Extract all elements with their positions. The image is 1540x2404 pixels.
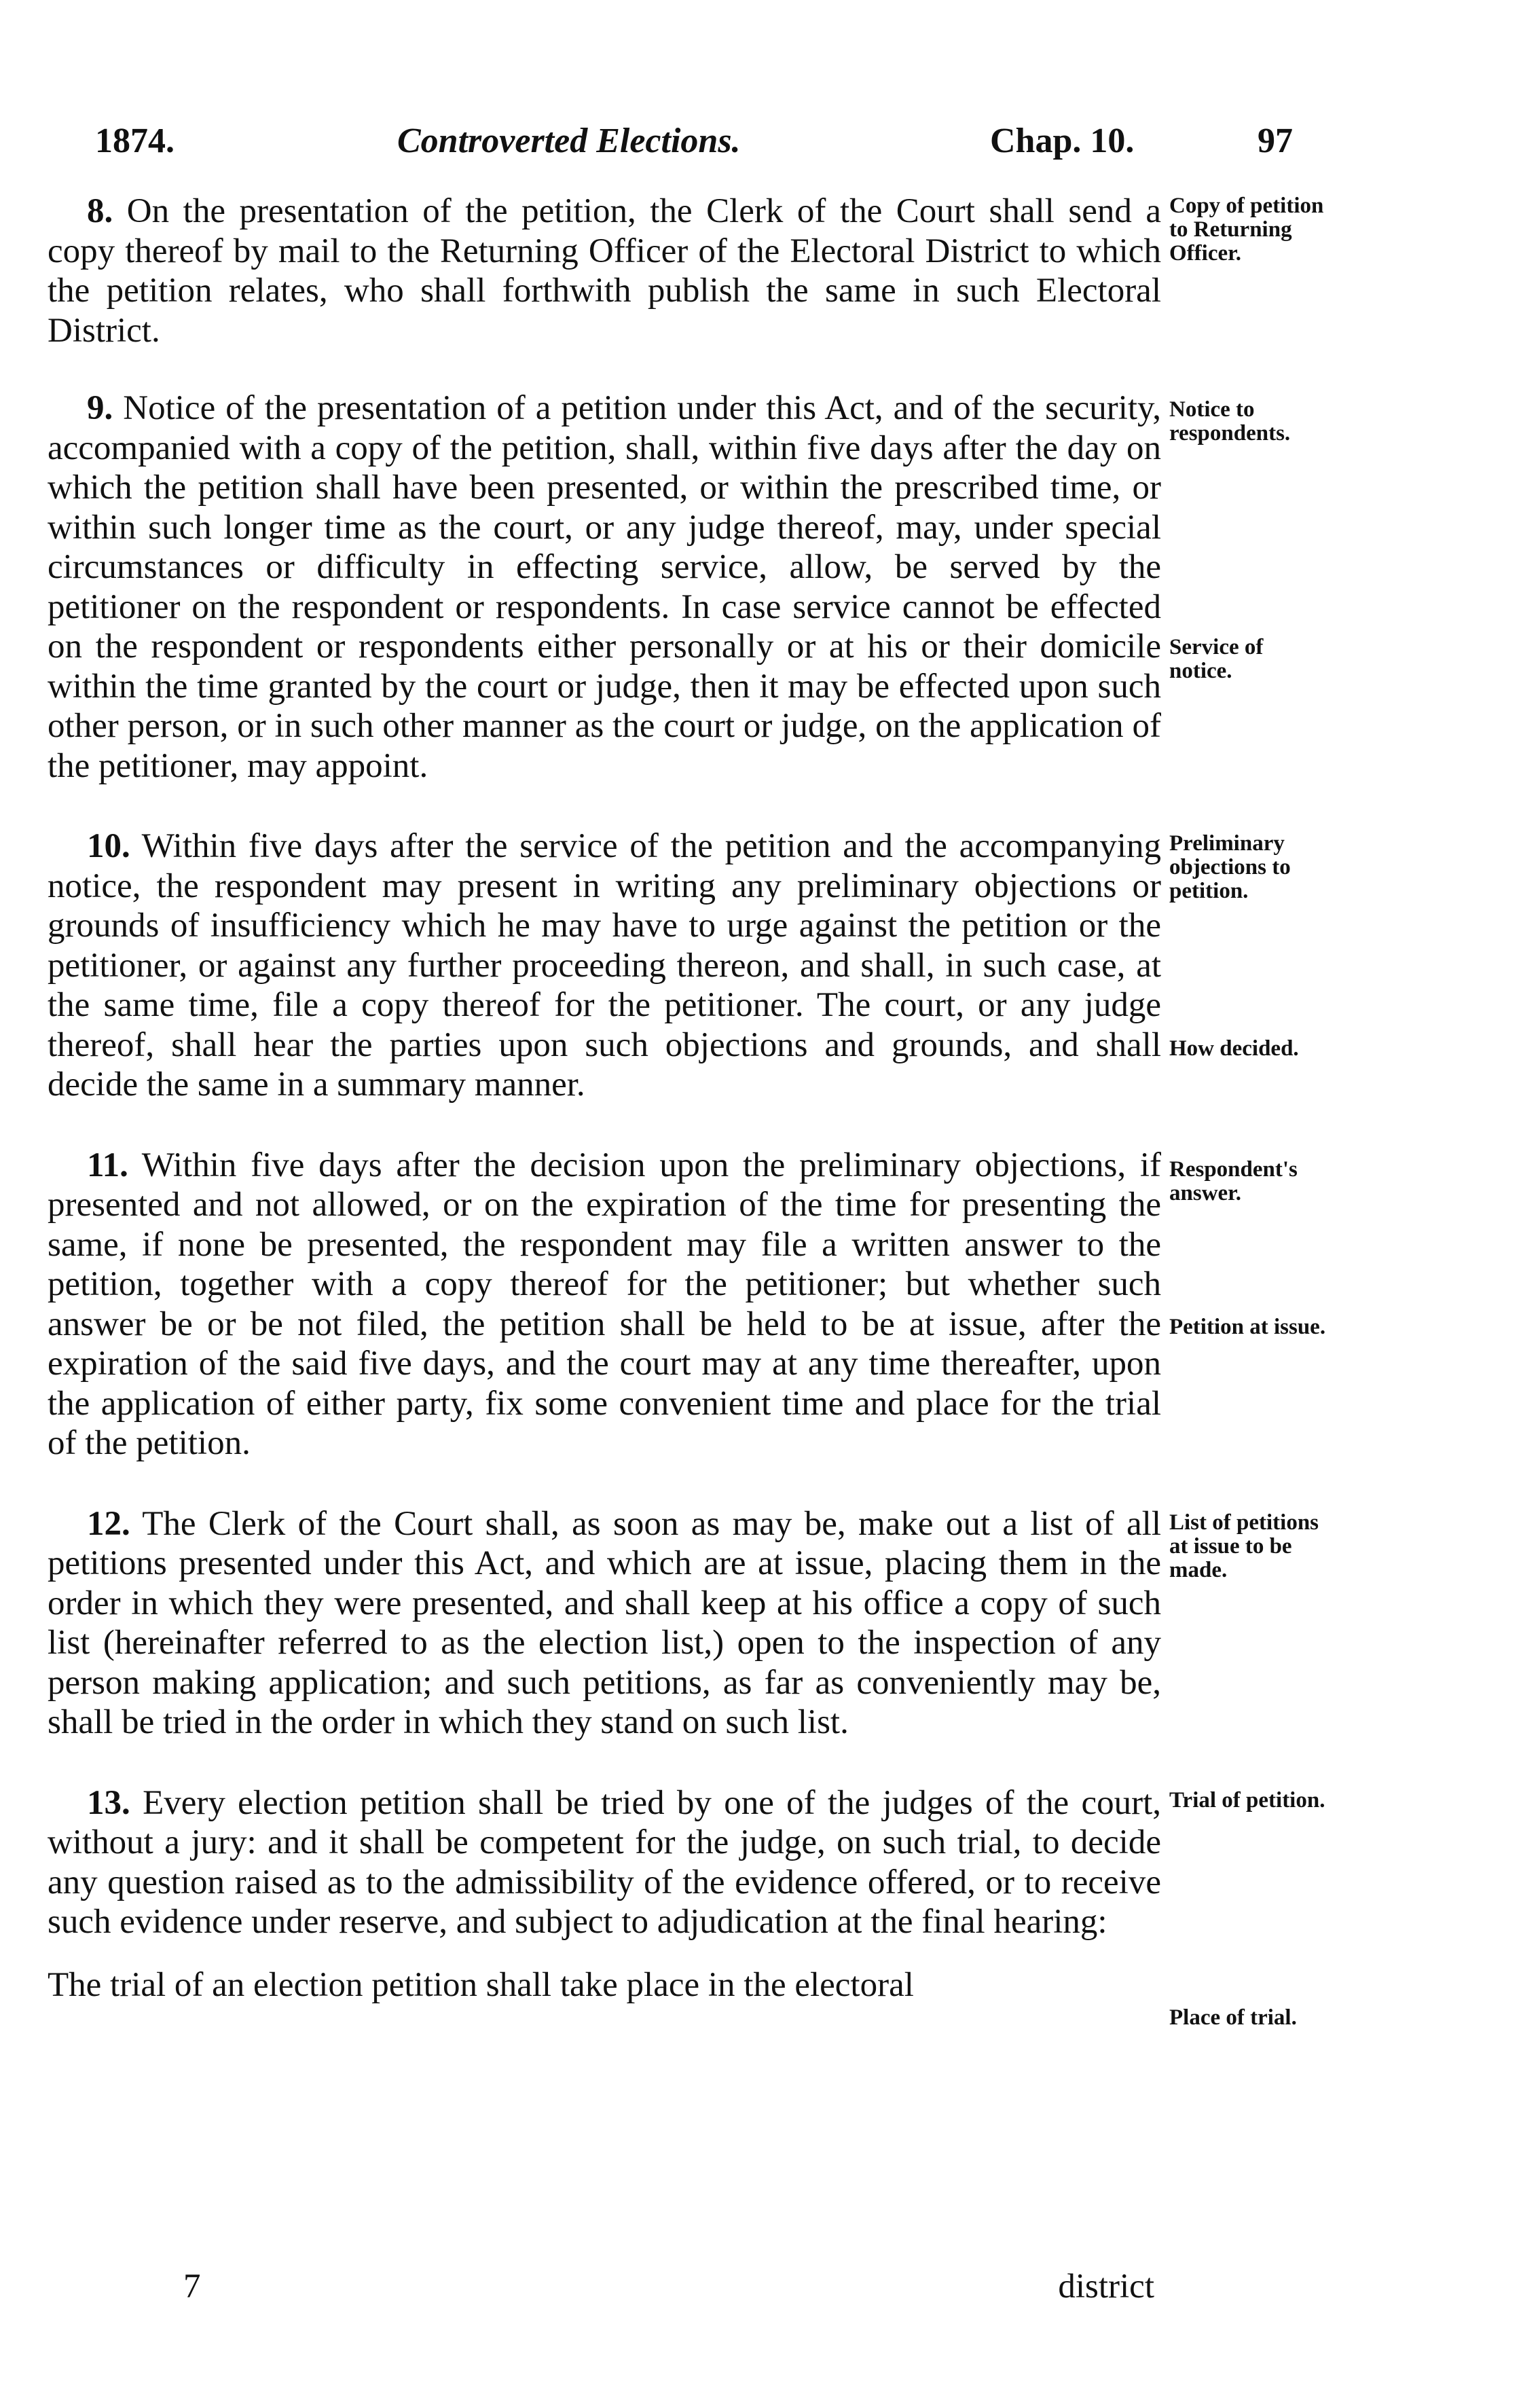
- section-13-continuation: The trial of an election petition shall take place in the electoral: [48, 1965, 914, 2004]
- section-9: [48, 388, 1291, 786]
- section-8: [48, 192, 1324, 350]
- signature-mark: 7: [183, 2268, 201, 2306]
- header-title: Controverted Elections.: [397, 122, 741, 160]
- margin-note-copy-of-petition: Copy of petition to Returning Officer.: [1169, 194, 1324, 266]
- section-10-paragraph: [48, 826, 1161, 1105]
- section-13-paragraph: [48, 1783, 1161, 1942]
- statute-body: [48, 192, 1326, 2039]
- page-footer: [48, 2267, 1161, 2314]
- section-13-number: 13.: [87, 1783, 130, 1822]
- section-9-paragraph: [48, 388, 1161, 786]
- margin-note-trial-of-petition: Trial of petition.: [1169, 1787, 1325, 1813]
- header-year: 1874.: [95, 122, 175, 160]
- margin-note-how-decided: How decided.: [1169, 1036, 1299, 1061]
- margin-note-list-of-petitions: List of petitions at issue to be made.: [1169, 1510, 1319, 1582]
- margin-note-notice-to-respondents: Notice to respondents.: [1169, 397, 1291, 445]
- section-13: [48, 1783, 1325, 2030]
- section-12-text: The Clerk of the Court shall, as soon as may be, make out a list of all petitions presented under this Act, and which are at issue, placing them in the order in which they were presented, and shall keep at his office a copy of such list (hereinafter referred to as the election list,) open to the inspection of any person making application; and such petitions, as far as conveniently may be, shall be tried in the order in which they stand on such list.: [48, 1504, 1161, 1741]
- section-8-text: On the presentation of the petition, the Clerk of the Court shall send a copy thereof by mail to the Returning Officer of the Electoral District to which the petition relates, who shall forthwith publish the same in such Electoral District.: [48, 192, 1162, 350]
- margin-note-respondents-answer: Respondent's answer.: [1169, 1157, 1298, 1205]
- header-chapter: Chap. 10.: [990, 122, 1135, 160]
- margin-note-place-of-trial: Place of trial.: [1169, 2005, 1297, 2030]
- section-11: [48, 1146, 1326, 1463]
- section-11-paragraph: [48, 1146, 1161, 1463]
- section-11-text: Within five days after the decision upon the preliminary objections, if presented and not allowed, or on the expiration of the time for presenting the same, if none be presented, the respondent may file a written answer to the petition, together with a copy thereof for the petitioner; but whether such answer be or be not filed, the petition shall be held to be at issue, after the expiration of the said five days, and the court may at any time thereafter, upon the application of either party, fix some convenient time and place for the trial of the petition.: [48, 1146, 1161, 1462]
- section-9-number: 9.: [87, 389, 113, 427]
- section-8-paragraph: [48, 192, 1161, 350]
- catchword: district: [1058, 2268, 1154, 2306]
- section-9-text: Notice of the presentation of a petition under this Act, and of the security, accompanied with a copy of the petition, shall, within five days after the day on which the petition shall have been presented, or within the prescribed time, or within such longer time as the court, or any judge thereof, may, under special circumstances or difficulty in effecting service, allow, be served by the petitioner on the respondent or respondents. In case service cannot be effected on the respondent or respondents either personally or at his or their domicile within the time granted by the court or judge, then it may be effected upon such other person, or in such other manner as the court or judge, on the application of the petitioner, may appoint.: [48, 389, 1161, 785]
- page-number: 97: [1258, 122, 1293, 160]
- section-12-number: 12.: [87, 1504, 130, 1543]
- section-10-number: 10.: [87, 827, 130, 865]
- section-12-paragraph: [48, 1504, 1161, 1743]
- section-11-number: 11.: [87, 1146, 128, 1184]
- margin-note-preliminary-objections: Preliminary objections to petition.: [1169, 831, 1291, 903]
- section-10-text: Within five days after the service of the petition and the accompanying notice, the respondent may present in writing any preliminary objections or grounds of insufficiency which he may have to urge against the petition or the petitioner, or against any further proceeding thereon, and shall, in such case, at the same time, file a copy thereof for the petitioner. The court, or any judge thereof, shall hear the parties upon such objections and grounds, and shall decide the same in a summary manner.: [48, 827, 1161, 1104]
- section-8-number: 8.: [87, 192, 113, 230]
- section-10: [48, 826, 1299, 1105]
- section-12: [48, 1504, 1319, 1743]
- section-13-text: Every election petition shall be tried by one of the judges of the court, without a jury: and it shall be competent for the judge, on such trial, to decide any question raised as to the admissibility of the evidence offered, or to receive such evidence under reserve, and subject to adjudication at the final hearing:: [48, 1783, 1162, 1941]
- margin-note-service-of-notice: Service of notice.: [1169, 635, 1264, 683]
- margin-note-petition-at-issue: Petition at issue.: [1169, 1314, 1326, 1339]
- running-head: [0, 121, 1540, 175]
